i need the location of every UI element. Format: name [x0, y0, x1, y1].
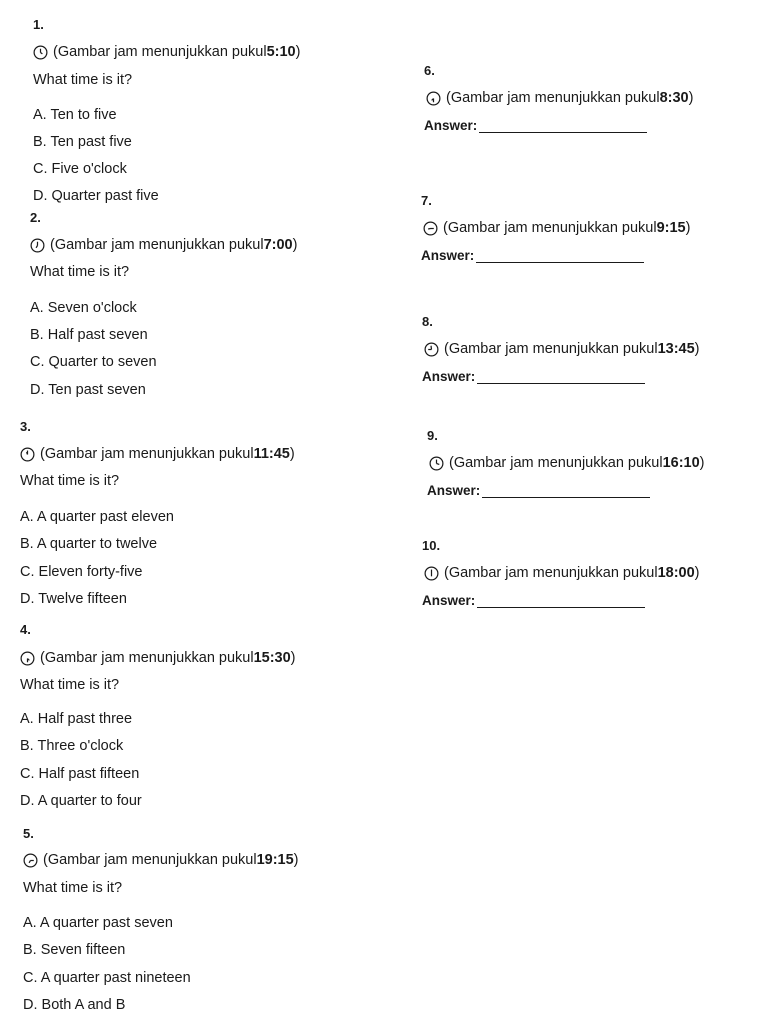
option-c: C. A quarter past nineteen	[23, 970, 191, 986]
option-d: D. A quarter to four	[20, 793, 142, 809]
option-d: D. Ten past seven	[30, 382, 146, 398]
answer-row	[422, 593, 645, 608]
statement-prefix: (Gambar jam menunjukkan pukul	[444, 565, 658, 581]
answer-label: Answer:	[422, 369, 476, 384]
answer-label: Answer:	[424, 118, 478, 133]
question-number: 5.	[23, 826, 34, 841]
clock-statement	[424, 341, 700, 357]
clock-statement	[424, 565, 700, 581]
statement-suffix: )	[293, 852, 299, 868]
clock-statement	[423, 220, 690, 236]
statement-suffix: )	[699, 455, 705, 471]
option-c: C. Eleven forty-five	[20, 564, 143, 580]
answer-blank[interactable]	[479, 121, 647, 133]
option-d: D. Both A and B	[23, 997, 126, 1013]
answer-blank[interactable]	[477, 596, 645, 608]
clock-icon	[23, 853, 38, 868]
answer-row	[421, 248, 644, 263]
question-number: 1.	[33, 17, 44, 32]
statement-time: 13:45	[657, 341, 695, 357]
answer-blank[interactable]	[482, 486, 650, 498]
option-a: A. Seven o'clock	[30, 300, 137, 316]
option-c: C. Half past fifteen	[20, 766, 140, 782]
clock-icon	[426, 91, 441, 106]
option-d: D. Twelve fifteen	[20, 591, 127, 607]
question-text: What time is it?	[20, 677, 120, 693]
statement-suffix: )	[694, 565, 700, 581]
option-b: B. Seven fifteen	[23, 942, 126, 958]
statement-prefix: (Gambar jam menunjukkan pukul	[40, 446, 254, 462]
option-b: B. A quarter to twelve	[20, 536, 158, 552]
question-number: 7.	[421, 193, 432, 208]
answer-blank[interactable]	[477, 372, 645, 384]
statement-time: 7:00	[263, 237, 293, 253]
question-number: 6.	[424, 63, 435, 78]
question-text: What time is it?	[23, 880, 123, 896]
clock-icon	[423, 221, 438, 236]
option-d: D. Quarter past five	[33, 188, 159, 203]
statement-time: 16:10	[662, 455, 700, 471]
statement-time: 5:10	[266, 44, 296, 60]
statement-time: 19:15	[256, 852, 294, 868]
statement-suffix: )	[295, 44, 301, 60]
question-number: 3.	[20, 419, 31, 434]
option-a: A. Ten to five	[33, 107, 117, 123]
answer-label: Answer:	[422, 593, 476, 608]
statement-suffix: )	[688, 90, 694, 106]
clock-icon	[424, 342, 439, 357]
answer-blank[interactable]	[476, 251, 644, 263]
question-number: 2.	[30, 210, 41, 225]
question-number: 4.	[20, 622, 31, 637]
option-a: A. A quarter past seven	[23, 915, 173, 931]
question-number: 9.	[427, 428, 438, 443]
statement-time: 8:30	[659, 90, 689, 106]
clock-statement	[33, 44, 300, 60]
statement-time: 11:45	[253, 446, 290, 462]
clock-statement	[429, 455, 705, 471]
statement-prefix: (Gambar jam menunjukkan pukul	[53, 44, 267, 60]
statement-prefix: (Gambar jam menunjukkan pukul	[40, 650, 254, 666]
statement-prefix: (Gambar jam menunjukkan pukul	[43, 852, 257, 868]
answer-label: Answer:	[421, 248, 475, 263]
clock-icon	[429, 456, 444, 471]
statement-suffix: )	[694, 341, 700, 357]
clock-icon	[20, 651, 35, 666]
option-a: A. A quarter past eleven	[20, 509, 174, 525]
answer-row	[427, 483, 650, 498]
statement-prefix: (Gambar jam menunjukkan pukul	[449, 455, 663, 471]
statement-suffix: )	[685, 220, 691, 236]
statement-prefix: (Gambar jam menunjukkan pukul	[443, 220, 657, 236]
clock-icon	[424, 566, 439, 581]
question-number: 10.	[422, 538, 441, 553]
option-c: C. Quarter to seven	[30, 354, 157, 370]
statement-suffix: )	[292, 237, 298, 253]
question-text: What time is it?	[20, 473, 120, 489]
clock-icon	[30, 238, 45, 253]
statement-suffix: )	[290, 650, 296, 666]
option-b: B. Three o'clock	[20, 738, 124, 754]
statement-suffix: )	[289, 446, 295, 462]
option-a: A. Half past three	[20, 711, 133, 727]
statement-time: 9:15	[656, 220, 686, 236]
statement-time: 15:30	[253, 650, 291, 666]
question-text: What time is it?	[30, 264, 130, 280]
clock-icon	[20, 447, 35, 462]
clock-statement	[20, 650, 296, 666]
clock-statement	[23, 852, 299, 868]
statement-prefix: (Gambar jam menunjukkan pukul	[446, 90, 660, 106]
option-c: C. Five o'clock	[33, 161, 127, 177]
clock-icon	[33, 45, 48, 60]
clock-statement	[30, 237, 297, 253]
answer-row	[424, 118, 647, 133]
option-b: B. Half past seven	[30, 327, 148, 343]
clock-statement	[426, 90, 693, 106]
statement-prefix: (Gambar jam menunjukkan pukul	[444, 341, 658, 357]
question-text: What time is it?	[33, 72, 133, 88]
option-b: B. Ten past five	[33, 134, 132, 150]
statement-prefix: (Gambar jam menunjukkan pukul	[50, 237, 264, 253]
answer-label: Answer:	[427, 483, 481, 498]
question-number: 8.	[422, 314, 433, 329]
answer-row	[422, 369, 645, 384]
clock-statement	[20, 446, 295, 462]
statement-time: 18:00	[657, 565, 695, 581]
